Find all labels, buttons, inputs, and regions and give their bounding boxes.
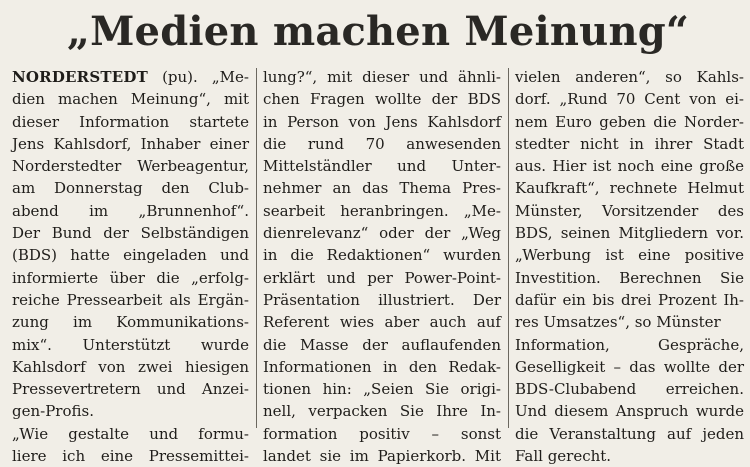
text-line: zung im Kommunikations- (12, 313, 249, 332)
text-line: Referent wies aber auch auf (263, 313, 501, 332)
article-column-2 (263, 66, 501, 466)
text-line: Geselligkeit – das wollte der (515, 357, 744, 376)
text-line: BDS, seinen Mitgliedern vor. (515, 224, 744, 243)
text-line: erklärt und per Power-Point- (263, 268, 501, 287)
text-line: dorf. „Rund 70 Cent von ei- (515, 90, 744, 109)
text-line: (BDS) hatte eingeladen und (12, 246, 249, 265)
text-line: nehmer an das Thema Pres- (263, 179, 501, 198)
text-line: searbeit heranbringen. „Me- (263, 201, 501, 220)
text-line: die Veranstaltung auf jeden (515, 424, 744, 443)
text-line: dieser Information startete (12, 112, 249, 131)
text-line: vielen anderen“, so Kahls- (515, 68, 744, 86)
dateline: NORDERSTEDT (12, 68, 148, 86)
text-line: reiche Pressearbeit als Ergän- (12, 290, 249, 309)
text-line: „Wie gestalte und formu- (12, 424, 249, 443)
article-column-3 (515, 66, 744, 466)
text-line: Informationen in den Redak- (263, 357, 501, 376)
text-line: lung?“, mit dieser und ähnli- (263, 68, 501, 86)
text-line: die rund 70 anwesenden (263, 134, 501, 153)
text-line: Und diesem Anspruch wurde (515, 402, 744, 421)
text-line: Der Bund der Selbständigen (12, 224, 249, 243)
article-body (12, 66, 744, 466)
text-line: aus. Hier ist noch eine große (515, 157, 744, 176)
text-line: Investition. Berechnen Sie (515, 268, 744, 287)
text-line: gen-Profis. (12, 402, 94, 421)
text-line: dienrelevanz“ oder der „Weg (263, 224, 501, 243)
text-line: stedter nicht in ihrer Stadt (515, 134, 744, 153)
text-line: Information, Gespräche, (515, 335, 744, 354)
text-line: landet sie im Papierkorb. Mit (263, 447, 501, 466)
text-line: „Werbung ist eine positive (515, 246, 744, 265)
text-line: Kaufkraft“, rechnete Helmut (515, 179, 744, 198)
text-line: formation positiv – sonst (263, 424, 501, 443)
text-line: nem Euro geben die Norder- (515, 112, 744, 131)
text-line: BDS-Clubabend erreichen. (515, 380, 744, 399)
text-line: liere ich eine Pressemittei- (12, 447, 249, 466)
column-divider (256, 68, 257, 428)
text-line: NORDERSTEDT (pu). „Me- (12, 68, 249, 86)
text-line: Präsentation illustriert. Der (263, 290, 501, 309)
text-line: die Masse der auflaufenden (263, 335, 501, 354)
text-line: dien machen Meinung“, mit (12, 90, 249, 109)
text-line: Jens Kahlsdorf, Inhaber einer (12, 134, 249, 153)
text-line: in Person von Jens Kahlsdorf (263, 112, 501, 131)
text-line: res Umsatzes“, so Münster (515, 313, 721, 332)
text-line: abend im „Brunnenhof“. (12, 201, 249, 220)
text-line: Fall gerecht. (515, 447, 612, 466)
text-line: nell, verpacken Sie Ihre In- (263, 402, 501, 421)
text-line: Kahlsdorf von zwei hiesigen (12, 357, 249, 376)
text-line: am Donnerstag den Club- (12, 179, 249, 198)
text-line: Mittelständler und Unter- (263, 157, 501, 176)
column-divider (508, 68, 509, 428)
text-line: Norderstedter Werbeagentur, (12, 157, 249, 176)
headline: „Medien machen Meinung“ (66, 8, 690, 55)
text-line: chen Fragen wollte der BDS (263, 90, 501, 109)
text-line: Münster, Vorsitzender des (515, 201, 744, 220)
text-line: Pressevertretern und Anzei- (12, 380, 249, 399)
text-line: dafür ein bis drei Prozent Ih- (515, 290, 744, 309)
text-line: informierte über die „erfolg- (12, 268, 249, 287)
text-line: in die Redaktionen“ wurden (263, 246, 501, 265)
text-line: mix“. Unterstützt wurde (12, 335, 249, 354)
text-line: tionen hin: „Seien Sie origi- (263, 380, 501, 399)
article-column-1 (12, 66, 249, 466)
